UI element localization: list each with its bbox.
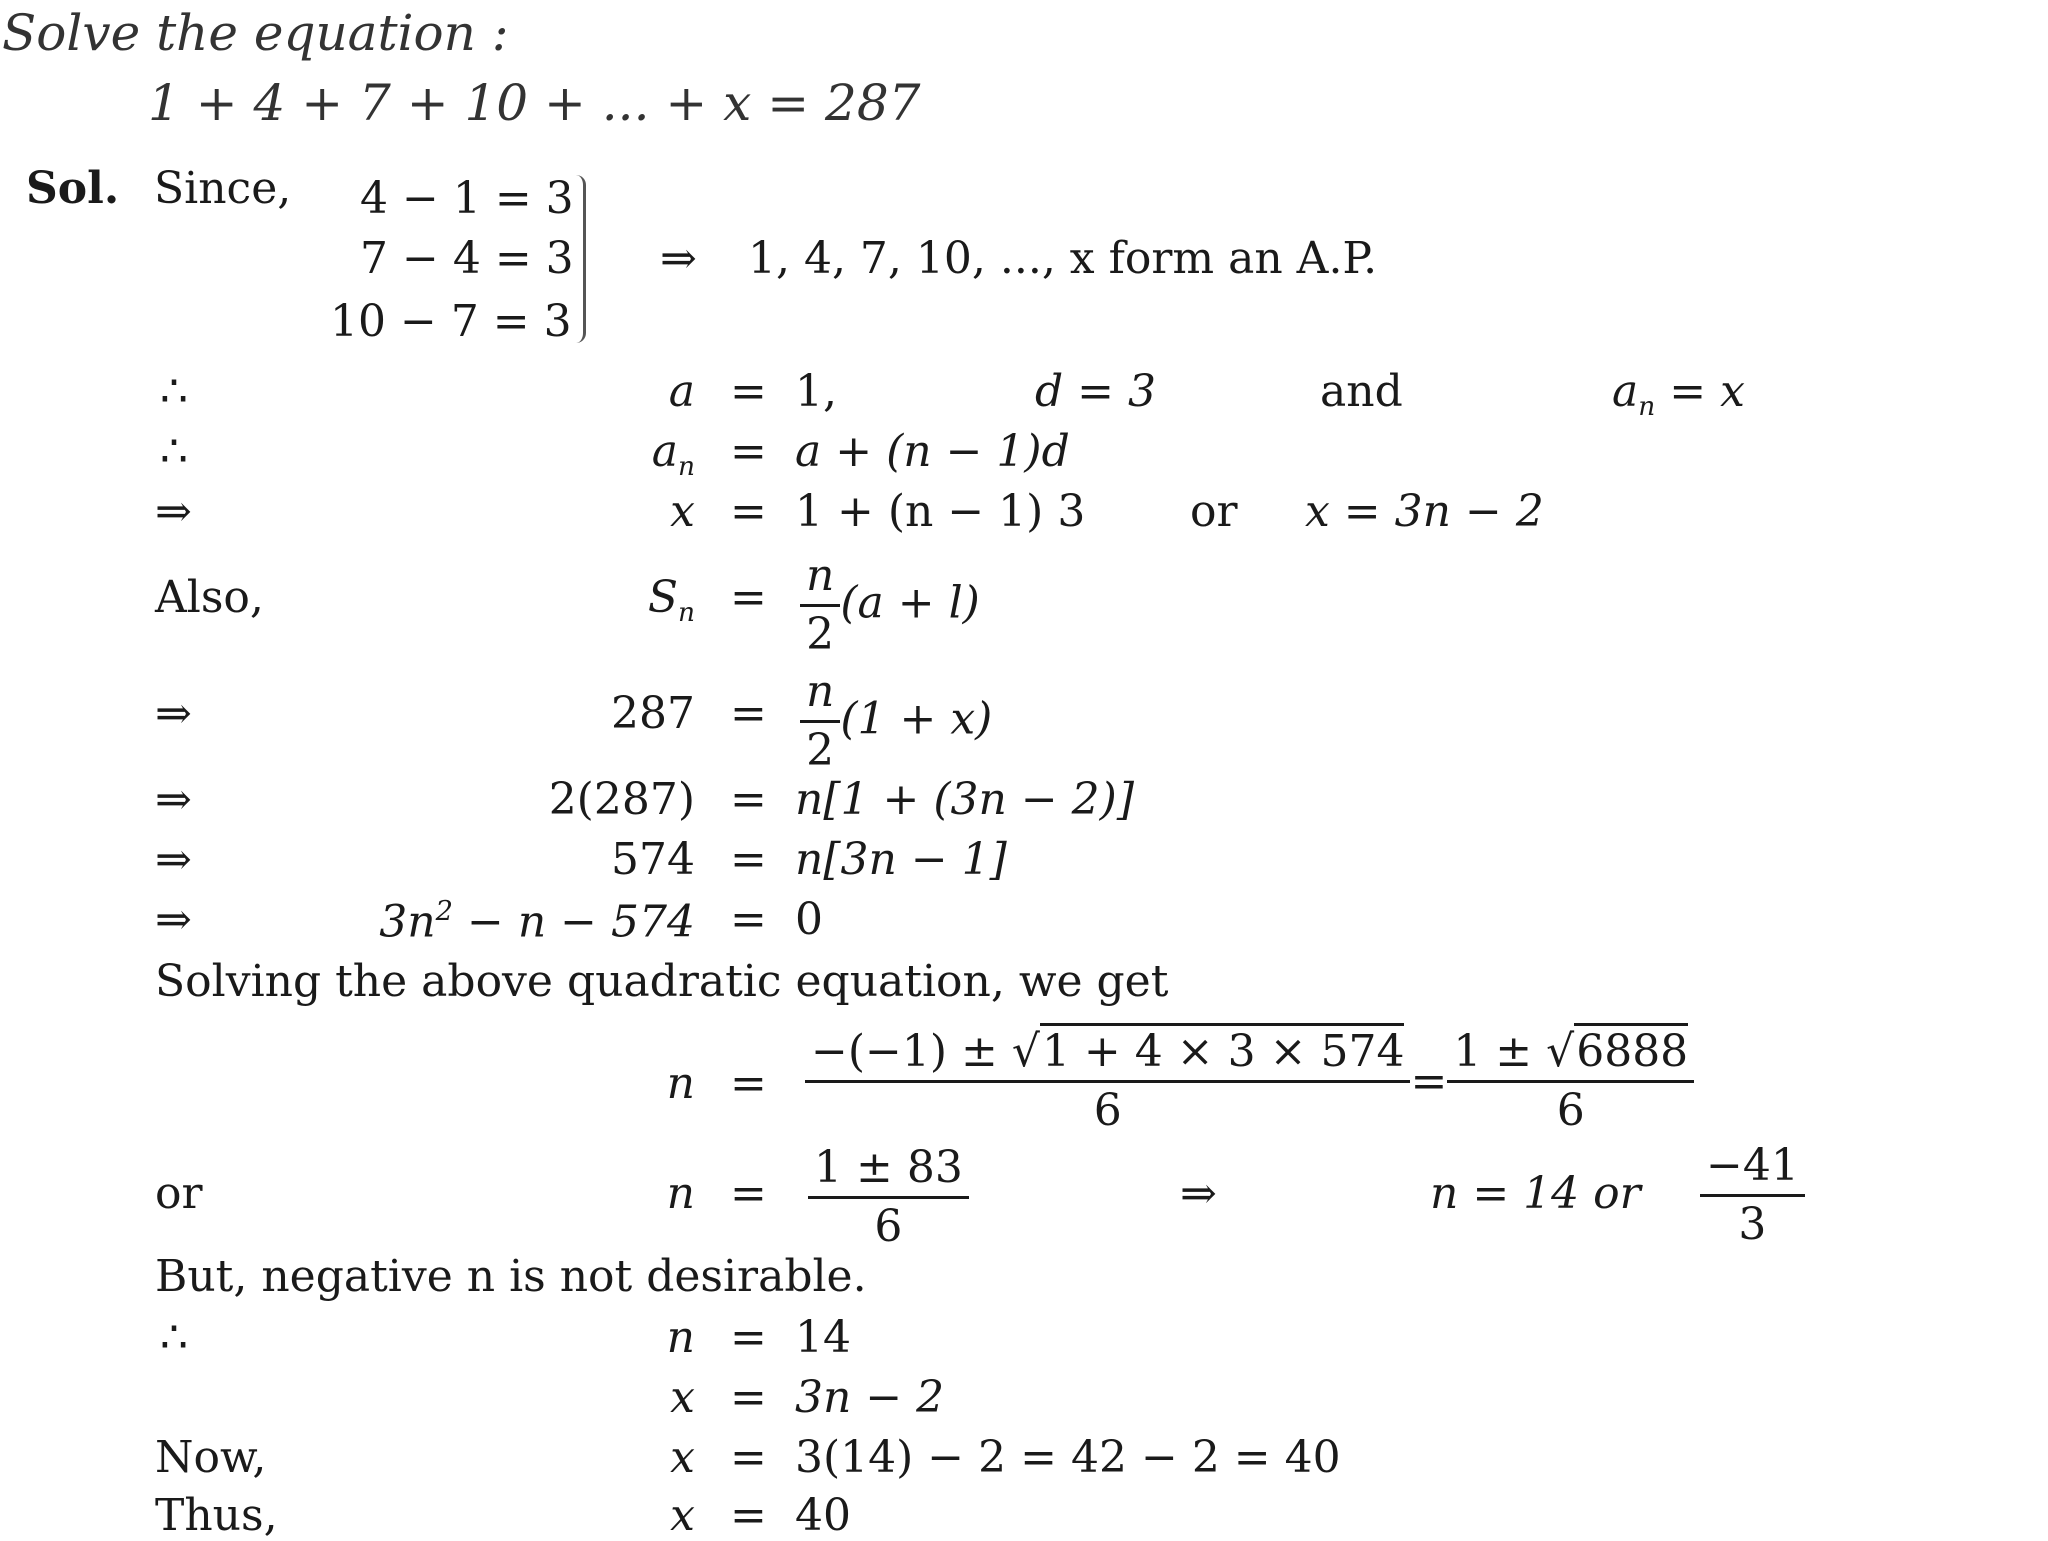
s9-rhs: $\frac{-(-1) \pm √1 + 4 \times 3 \times 574}{6}$ = $\frac{1 \pm √6888}{6}$	[805, 1028, 1694, 1136]
implies-sign: ⇒	[660, 233, 697, 284]
s1-and: and	[1320, 366, 1403, 417]
negative-note: But, negative n is not desirable.	[155, 1251, 867, 1302]
s8-rhs: 0	[795, 894, 823, 945]
s5-rhs	[800, 668, 992, 776]
s9-fraction-1: $\frac{-(-1) \pm √1 + 4 \times 3 \times 574}{6}$	[805, 1028, 1410, 1136]
s11-lhs: n	[666, 1312, 695, 1363]
s5-fraction: $\frac{n}{2}$	[800, 668, 840, 776]
s5-lhs: 287	[611, 688, 695, 739]
s11-rhs: 14	[795, 1312, 851, 1363]
also-label: Also,	[155, 572, 264, 623]
s10-lhs: n	[666, 1168, 695, 1219]
s12-rhs: 3n − 2	[795, 1372, 945, 1423]
s1-d: d = 3	[1035, 366, 1156, 417]
s12-lhs: x	[670, 1372, 695, 1423]
s13-lhs: x	[670, 1432, 695, 1483]
ap-conclusion: 1, 4, 7, 10, ..., x form an A.P.	[748, 233, 1378, 284]
implies-6: ⇒	[155, 774, 192, 825]
s5-paren: (1 + x)	[840, 693, 993, 745]
solving-text: Solving the above quadratic equation, we get	[155, 956, 1169, 1007]
s4-paren: (a + l)	[840, 577, 980, 629]
s4-lhs: $S_n$	[647, 572, 695, 629]
s2-eq: =	[730, 426, 767, 477]
s7-eq: =	[730, 834, 767, 885]
s3-lhs: x	[670, 486, 695, 537]
s9-lhs: n	[666, 1058, 695, 1109]
since-label: Since,	[154, 163, 292, 214]
s9-eq: =	[730, 1058, 767, 1109]
s3-eq: =	[730, 486, 767, 537]
s14-rhs: 40	[795, 1490, 851, 1541]
therefore-symbol-3: ∴	[160, 1312, 188, 1363]
s10-neg-fraction: $\frac{-41}{3}$	[1700, 1142, 1805, 1250]
problem-equation: 1 + 4 + 7 + 10 + ... + x = 287	[148, 74, 921, 132]
implies-7: ⇒	[155, 834, 192, 885]
s3-or: or	[1190, 486, 1238, 537]
s10-fraction: $\frac{1 \pm 83}{6}$	[808, 1144, 969, 1252]
s1-eq: =	[730, 366, 767, 417]
sol-label: Sol.	[26, 163, 120, 214]
s12-eq: =	[730, 1372, 767, 1423]
now-label: Now,	[155, 1432, 267, 1483]
s13-rhs: 3(14) − 2 = 42 − 2 = 40	[795, 1432, 1341, 1483]
s10-or: or	[155, 1168, 203, 1219]
s4-eq: =	[730, 572, 767, 623]
s8-lhs: $3n^2 - n - 574$	[379, 896, 695, 948]
s10-neg-root	[1700, 1142, 1805, 1250]
diff-2: 7 − 4 = 3	[360, 233, 574, 284]
problem-title: Solve the equation :	[2, 4, 509, 62]
s6-rhs: n[1 + (3n − 2)]	[795, 774, 1135, 825]
implies-8: ⇒	[155, 894, 192, 945]
s1-rhs: 1,	[795, 366, 837, 417]
s6-eq: =	[730, 774, 767, 825]
s14-lhs: x	[670, 1490, 695, 1541]
diff-1: 4 − 1 = 3	[360, 173, 574, 224]
s13-eq: =	[730, 1432, 767, 1483]
implies-3: ⇒	[155, 486, 192, 537]
s10-eq: =	[730, 1168, 767, 1219]
s7-rhs: n[3n − 1]	[795, 834, 1007, 885]
s2-rhs: a + (n − 1)d	[795, 426, 1070, 477]
s2-lhs: $a_n$	[651, 426, 695, 483]
s14-eq: =	[730, 1490, 767, 1541]
s4-fraction: $\frac{n}{2}$	[800, 552, 840, 660]
s4-rhs	[800, 552, 980, 660]
therefore-symbol: ∴	[160, 366, 188, 417]
s5-eq: =	[730, 688, 767, 739]
s1-an: $a_n = x$	[1612, 366, 1745, 423]
s3-rhs: 1 + (n − 1) 3	[795, 486, 1086, 537]
therefore-symbol-2: ∴	[160, 426, 188, 477]
diff-3: 10 − 7 = 3	[330, 296, 572, 347]
s9-fraction-2: $\frac{1 \pm √6888}{6}$	[1447, 1028, 1694, 1136]
thus-label: Thus,	[155, 1490, 278, 1541]
implies-10: ⇒	[1180, 1168, 1217, 1219]
s10-rhs	[808, 1144, 969, 1252]
s8-eq: =	[730, 894, 767, 945]
s11-eq: =	[730, 1312, 767, 1363]
right-brace	[573, 175, 586, 343]
s1-lhs: a	[668, 366, 695, 417]
implies-5: ⇒	[155, 688, 192, 739]
s6-lhs: 2(287)	[548, 774, 695, 825]
s3-alt: x = 3n − 2	[1305, 486, 1544, 537]
s7-lhs: 574	[611, 834, 695, 885]
s10-result: n = 14 or	[1430, 1168, 1641, 1219]
